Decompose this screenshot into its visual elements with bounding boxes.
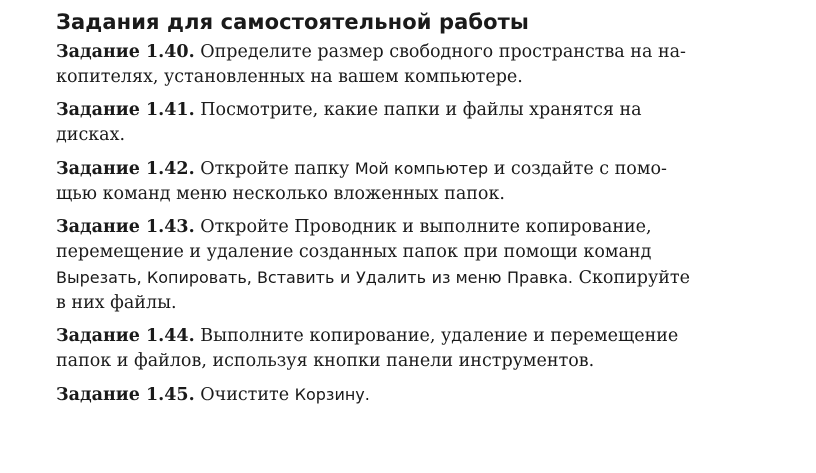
task-text: и xyxy=(340,268,351,287)
task-number: Задание 1.44. xyxy=(56,326,195,346)
task-text: Выполните копирование, удаление и перемещение xyxy=(200,326,679,346)
ui-term-my-computer: Мой компьютер xyxy=(354,159,489,178)
section-heading: Задания для самостоятельной работы xyxy=(56,10,530,34)
task-line xyxy=(56,349,766,374)
task-number: Задание 1.41. xyxy=(56,100,195,120)
task-line xyxy=(56,40,766,65)
task-text: в них файлы. xyxy=(56,293,177,313)
task-1-44 xyxy=(56,324,766,374)
task-1-40 xyxy=(56,40,766,90)
task-line xyxy=(56,324,766,349)
task-line xyxy=(56,182,766,207)
task-text: Откройте папку xyxy=(200,159,350,179)
ui-term-edit-menu: Правка. xyxy=(507,268,573,287)
task-number: Задание 1.40. xyxy=(56,42,195,62)
task-line xyxy=(56,65,766,90)
task-text: и создайте с помо- xyxy=(493,159,667,179)
ui-term-delete: Удалить xyxy=(356,268,426,287)
task-text: Откройте Проводник и выполните копирование, xyxy=(200,217,652,237)
task-line xyxy=(56,382,766,408)
task-line xyxy=(56,265,766,291)
task-text: из меню xyxy=(431,268,502,287)
task-text: перемещение и удаление созданных папок при помощи команд xyxy=(56,242,652,262)
task-text: щью команд меню несколько вложенных папок. xyxy=(56,184,505,204)
ui-term-commands: Вырезать, Копировать, Вставить xyxy=(56,268,335,287)
task-line xyxy=(56,98,766,123)
task-number: Задание 1.43. xyxy=(56,217,195,237)
task-line xyxy=(56,291,766,316)
task-text: Посмотрите, какие папки и файлы хранятся на xyxy=(200,100,642,120)
task-text: Очистите xyxy=(200,385,290,405)
task-number: Задание 1.45. xyxy=(56,385,195,405)
task-1-45 xyxy=(56,382,766,408)
task-text: Определите размер свободного пространства на на- xyxy=(200,42,686,62)
task-number: Задание 1.42. xyxy=(56,159,195,179)
task-text: копителях, установленных на вашем компьютере. xyxy=(56,67,523,87)
task-text: дисках. xyxy=(56,125,126,145)
task-1-43 xyxy=(56,215,766,316)
task-1-42 xyxy=(56,156,766,207)
task-line xyxy=(56,123,766,148)
task-text: Скопируйте xyxy=(578,268,690,288)
ui-term-recycle-bin: Корзину. xyxy=(294,385,370,404)
task-text: папок и файлов, используя кнопки панели инструментов. xyxy=(56,351,595,371)
task-line xyxy=(56,240,766,265)
document-page xyxy=(56,8,766,416)
task-line xyxy=(56,156,766,182)
task-1-41 xyxy=(56,98,766,148)
task-line xyxy=(56,215,766,240)
